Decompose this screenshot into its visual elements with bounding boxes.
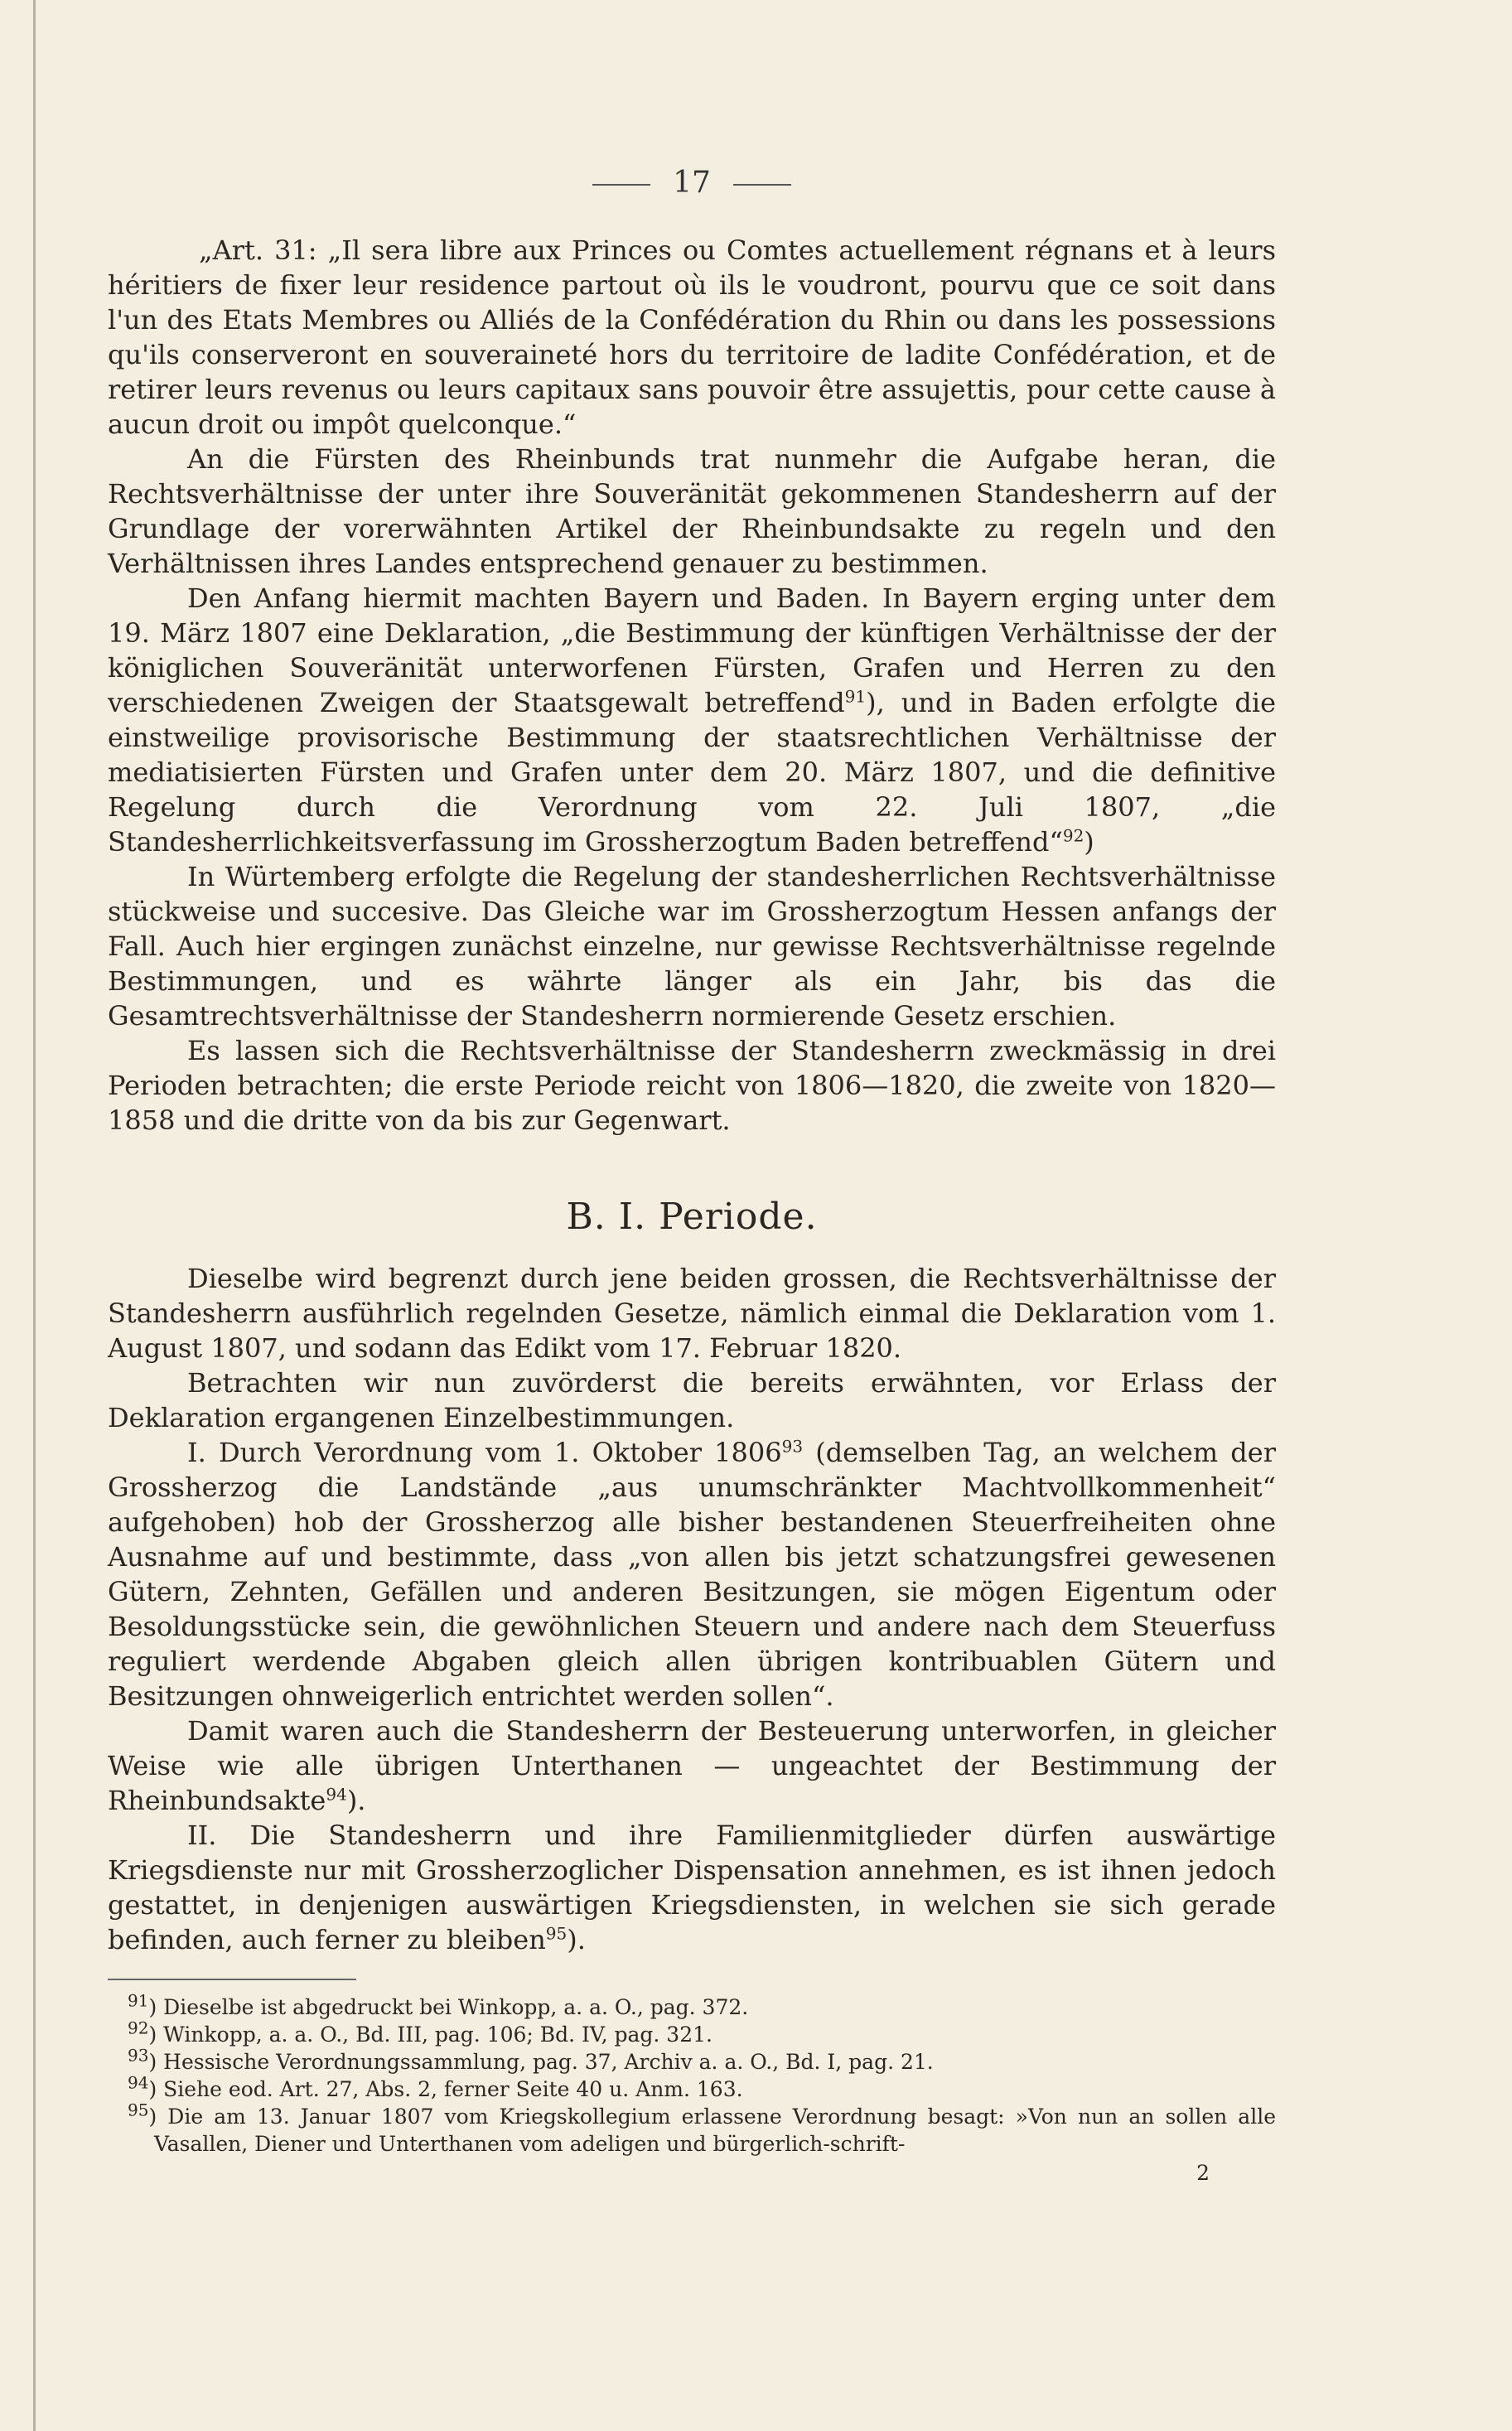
paragraph: In Würtemberg erfolgte die Regelung der standesherrlichen Rechtsverhältnisse stückweise und succesive. Das Gleiche war im Grossherzogtum Hessen anfangs der Fall. Auch hier ergingen zunächst einzelne, nur gewisse Rechtsverhältnisse regelnde Bestimmungen, und es währte länger als ein Jahr, bis das die Gesamtrechtsverhältnisse der Standesherrn normierende Gesetz erschien.: [108, 861, 1276, 1032]
paragraph: [108, 1818, 1276, 1957]
paragraph: Dieselbe wird begrenzt durch jene beiden grossen, die Rechtsverhältnisse der Standesherrn ausführlich regelnden Gesetze, nämlich einmal die Deklaration vom 1. August 1807, und sodann das Edikt vom 17. Februar 1820.: [108, 1263, 1276, 1364]
body-text: [108, 233, 1276, 1957]
signature-mark: 2: [1196, 2161, 1210, 2185]
footnote-text: ) Siehe eod. Art. 27, Abs. 2, ferner Seite 40 u. Anm. 163.: [148, 2077, 743, 2101]
footnote-number: 95: [128, 2100, 149, 2120]
footnote-ref: 95: [545, 1923, 568, 1944]
footnote-text: ) Hessische Verordnungssammlung, pag. 37, Archiv a. a. O., Bd. I, pag. 21.: [148, 2050, 934, 2074]
footnote-number: 93: [128, 2045, 149, 2066]
footnote: [108, 1990, 1276, 2021]
footnote: [108, 2100, 1276, 2158]
paragraph: [108, 1713, 1276, 1818]
footnote-number: 94: [128, 2072, 149, 2093]
footnote: [108, 2018, 1276, 2048]
footnote-number: 92: [128, 2018, 149, 2038]
text-run: II. Die Standesherrn und ihre Familienmitglieder dürfen auswärtige Kriegsdienste nur mit Grossherzoglicher Dispensation annehmen, es ist ihnen jedoch gestattet, in denjenigen auswärtigen Kriegsdiensten, in welchen sie sich gerade befinden, auch ferner zu bleiben: [108, 1820, 1276, 1955]
text-run: ).: [346, 1785, 366, 1816]
paragraph: „Art. 31: „Il sera libre aux Princes ou Comtes actuellement régnans et à leurs héritiers de fixer leur residence partout où ils le voudront, pourvu que ce soit dans l'un des Etats Membres ou Alliés de la Confédération du Rhin ou dans les possessions qu'ils conserveront en souveraineté hors du territoire de ladite Confédération, et de retirer leurs revenus ou leurs capitaux sans pouvoir être assujettis, pour cette cause à aucun droit ou impôt quelconque.“: [108, 234, 1276, 440]
footnote-ref: 91: [844, 686, 867, 707]
text-run: Damit waren auch die Standesherrn der Besteuerung unterworfen, in gleicher Weise wie alle übrigen Unterthanen — ungeachtet der Bestimmung der Rheinbundsakte: [108, 1715, 1276, 1816]
text-run: ).: [567, 1924, 586, 1955]
paragraph: [108, 581, 1276, 859]
page: [108, 166, 1276, 2185]
footnote-ref: 93: [781, 1436, 804, 1457]
text-run: I. Durch Verordnung vom 1. Oktober 1806: [187, 1437, 782, 1468]
footnote: [108, 2045, 1276, 2076]
text-run: ), und in Baden erfolgte die einstweilige provisorische Bestimmung der staatsrechtlichen Verhältnisse der mediatisierten Fürsten und Grafen unter dem 20. März 1807, und die definitive Regelung durch die Verordnung vom 22. Juli 1807, „die Standesherrlichkeitsverfassung im Grossherzogtum Baden betreffend“: [108, 687, 1276, 858]
footnotes: [108, 1990, 1276, 2158]
paragraph: Es lassen sich die Rechtsverhältnisse der Standesherrn zweckmässig in drei Perioden betrachten; die erste Periode reicht von 1806—1820, die zweite von 1820—1858 und die dritte von da bis zur Gegenwart.: [108, 1035, 1276, 1136]
page-header: [108, 166, 1276, 200]
text-run: (demselben Tag, an welchem der Grossherzog die Landstände „aus unumschränkter Machtvollkommenheit“ aufgehoben) hob der Grossherzog alle bisher bestandenen Steuerfreiheiten ohne Ausnahme auf und bestimmte, dass „von allen bis jetzt schatzungsfrei gewesenen Gütern, Zehnten, Gefällen und anderen Besitzungen, sie mögen Eigentum oder Besoldungsstücke sein, die gewöhnlichen Steuern und andere nach dem Steuerfuss reguliert werdende Abgaben gleich allen übrigen kontribuablen Gütern und Besitzungen ohnweigerlich entrichtet werden sollen“.: [108, 1437, 1277, 1712]
paragraph: [108, 1435, 1276, 1713]
paragraph: Betrachten wir nun zuvörderst die bereits erwähnten, vor Erlass der Deklaration ergangenen Einzelbestimmungen.: [108, 1367, 1276, 1433]
footnote-text: ) Dieselbe ist abgedruckt bei Winkopp, a. a. O., pag. 372.: [148, 1995, 749, 2019]
text-run: ): [1084, 826, 1094, 858]
footnote-text: ) Die am 13. Januar 1807 vom Kriegskollegium erlassene Verordnung besagt: »Von nun an sollen alle Vasallen, Diener und Unterthanen vom adeligen und bürgerlich-schrift-: [148, 2105, 1276, 2156]
footnote-text: ) Winkopp, a. a. O., Bd. III, pag. 106; Bd. IV, pag. 321.: [148, 2023, 713, 2047]
section-heading: B. I. Periode.: [566, 1196, 818, 1238]
footnote-ref: 94: [326, 1784, 347, 1805]
paragraph: An die Fürsten des Rheinbunds trat nunmehr die Aufgabe heran, die Rechtsverhältnisse der unter ihre Souveränität gekommenen Standesherrn auf der Grundlage der vorerwähnten Artikel der Rheinbundsakte zu regeln und den Verhältnissen ihres Landes entsprechend genauer zu bestimmen.: [108, 443, 1276, 579]
page-edge: [33, 0, 36, 2431]
text-run: Den Anfang hiermit machten Bayern und Baden. In Bayern erging unter dem 19. März 1807 eine Deklaration, „die Bestimmung der künftigen Verhältnisse der der königlichen Souveränität unterworfenen Fürsten, Grafen und Herren zu den verschiedenen Zweigen der Staatsgewalt betreffend: [108, 582, 1276, 718]
footnote-divider: [108, 1979, 356, 1980]
footnote-number: 91: [128, 1990, 149, 2011]
header-rule-left: [592, 184, 650, 186]
footnote: [108, 2072, 1276, 2103]
page-number: 17: [673, 166, 711, 200]
header-rule-right: [733, 184, 791, 186]
footnote-ref: 92: [1062, 825, 1084, 846]
